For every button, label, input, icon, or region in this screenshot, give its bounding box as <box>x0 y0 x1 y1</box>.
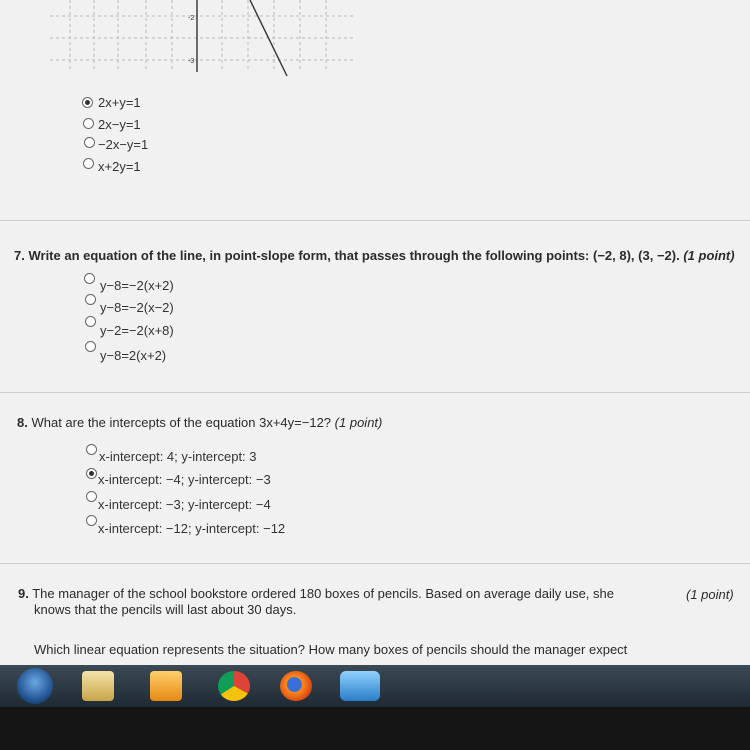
question-points: (1 point) <box>686 587 734 602</box>
option-label: y−8=2(x+2) <box>100 348 167 363</box>
windows-taskbar <box>0 665 750 707</box>
option-label: 2x+y=1 <box>98 95 141 110</box>
radio-button[interactable] <box>84 273 95 284</box>
option-label: y−8=−2(x−2) <box>100 300 174 315</box>
radio-button[interactable] <box>86 444 97 455</box>
y-tick-label: -3 <box>188 58 195 65</box>
monitor-bezel <box>0 707 750 750</box>
radio-button[interactable] <box>86 491 97 502</box>
question-9-line-3 <box>34 642 627 657</box>
firefox-icon[interactable] <box>280 671 312 701</box>
option-label: x-intercept: −4; y-intercept: −3 <box>98 472 271 487</box>
question-9-points <box>686 587 734 602</box>
internet-explorer-icon[interactable] <box>340 671 380 701</box>
option-label: x-intercept: −3; y-intercept: −4 <box>98 497 271 512</box>
option-label: x-intercept: 4; y-intercept: 3 <box>99 449 257 464</box>
question-9-line-1 <box>18 586 614 601</box>
option-label: 2x−y=1 <box>98 117 141 132</box>
question-number: 8. <box>17 415 28 430</box>
y-tick-label: -2 <box>188 15 195 22</box>
divider <box>0 220 750 221</box>
question-9-line-2 <box>34 602 296 617</box>
radio-button[interactable] <box>83 158 94 169</box>
option-label: x+2y=1 <box>98 159 141 174</box>
question-7-title <box>14 248 735 263</box>
radio-button[interactable] <box>86 515 97 526</box>
radio-button-selected[interactable] <box>82 97 93 108</box>
divider <box>0 563 750 564</box>
question-text: The manager of the school bookstore ordered 180 boxes of pencils. Based on average daily use, she <box>32 586 614 601</box>
radio-button[interactable] <box>85 341 96 352</box>
question-points: (1 point) <box>683 248 735 263</box>
radio-button[interactable] <box>85 316 96 327</box>
question-number: 9. <box>18 586 29 601</box>
radio-button[interactable] <box>85 294 96 305</box>
question-text: What are the intercepts of the equation 3x+4y=−12? <box>31 415 332 430</box>
radio-button-selected[interactable] <box>86 468 97 479</box>
graph-svg <box>50 0 360 78</box>
option-label: x-intercept: −12; y-intercept: −12 <box>98 521 286 536</box>
divider <box>0 392 750 393</box>
question-text-cont: Which linear equation represents the situation? How many boxes of pencils should the manager expect <box>34 642 628 657</box>
question-points: (1 point) <box>334 415 383 430</box>
media-player-icon[interactable] <box>150 671 182 701</box>
question-number: 7. <box>14 248 25 263</box>
start-orb-icon[interactable] <box>17 668 53 704</box>
question-text: Write an equation of the line, in point-slope form, that passes through the following points: (−2, 8), (3, −2). <box>28 248 680 263</box>
radio-button[interactable] <box>83 118 94 129</box>
option-label: −2x−y=1 <box>98 137 149 152</box>
option-label: y−8=−2(x+2) <box>100 278 174 293</box>
question-text-cont: knows that the pencils will last about 30 days. <box>34 602 297 617</box>
windows-explorer-icon[interactable] <box>82 671 114 701</box>
option-label: y−2=−2(x+8) <box>100 323 174 338</box>
radio-button[interactable] <box>84 137 95 148</box>
coordinate-graph <box>50 0 360 78</box>
question-8-title <box>17 415 382 430</box>
chrome-icon[interactable] <box>218 671 250 701</box>
